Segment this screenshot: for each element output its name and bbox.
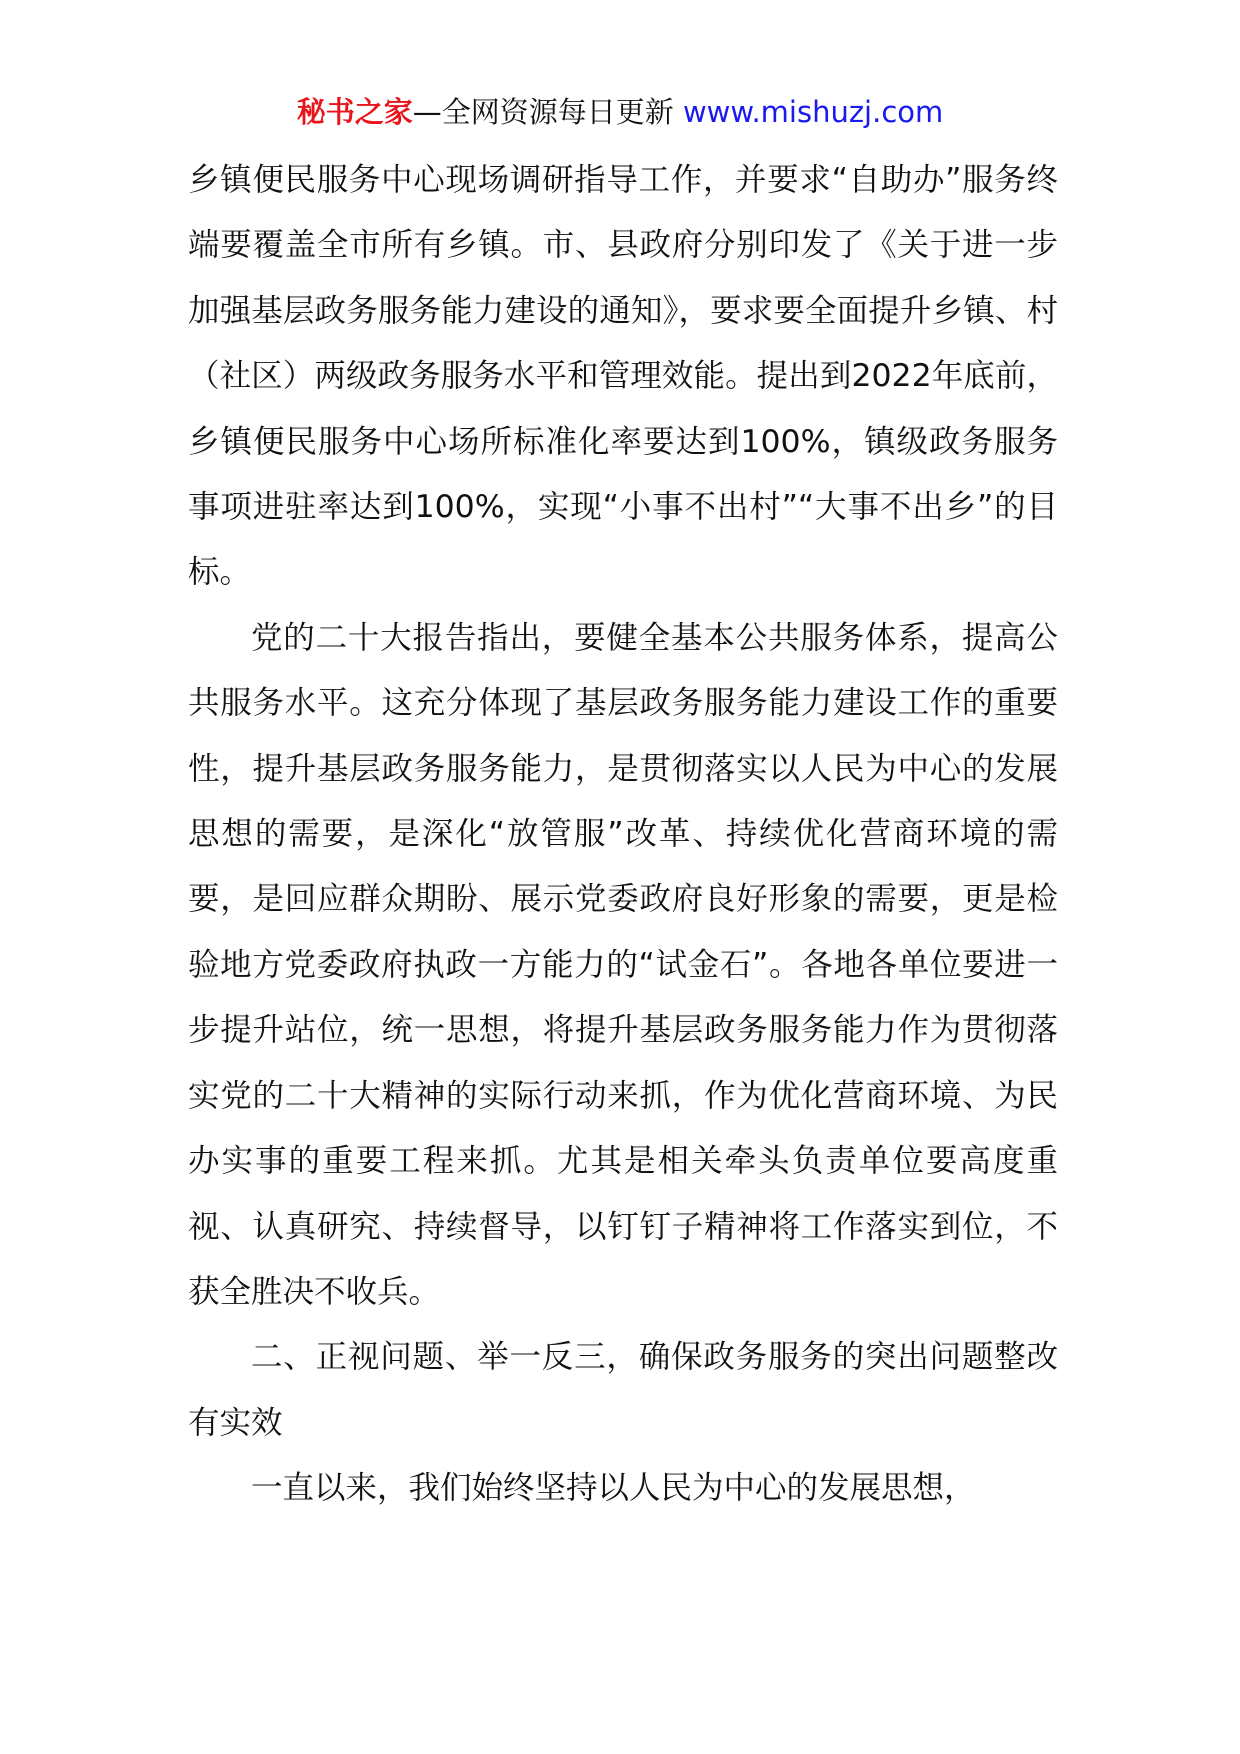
header-slogan: —全网资源每日更新 xyxy=(412,95,674,129)
brand-name: 秘书之家 xyxy=(296,95,413,129)
document-body xyxy=(188,148,1058,1522)
section-heading: 二、正视问题、举一反三，确保政务服务的突出问题整改有实效 xyxy=(188,1339,1058,1441)
site-header xyxy=(0,92,1240,132)
paragraph-continued: 乡镇便民服务中心现场调研指导工作，并要求“自助办”服务终端要覆盖全市所有乡镇。市、县政府分别印发了《关于进一步加强基层政务服务能力建设的通知》，要求要全面提升乡镇、村（社区）两级政务服务水平和管理效能。提出到2022年底前，乡镇便民服务中心场所标准化率要达到100%，镇级政务服务事项进驻率达到100%，实现“小事不出村”“大事不出乡”的目标。 xyxy=(188,162,1058,591)
site-url-link[interactable]: www.mishuzj.com xyxy=(682,95,944,129)
paragraph-report: 党的二十大报告指出，要健全基本公共服务体系，提高公共服务水平。这充分体现了基层政务服务能力建设工作的重要性，提升基层政务服务能力，是贯彻落实以人民为中心的发展思想的需要，是深化“放管服”改革、持续优化营商环境的需要，是回应群众期盼、展示党委政府良好形象的需要，更是检验地方党委政府执政一方能力的“试金石”。各地各单位要进一步提升站位，统一思想，将提升基层政务服务能力作为贯彻落实党的二十大精神的实际行动来抓，作为优化营商环境、为民办实事的重要工程来抓。尤其是相关牵头负责单位要高度重视、认真研究、持续督导，以钉钉子精神将工作落实到位，不获全胜决不收兵。 xyxy=(188,619,1058,1310)
paragraph-closing: 一直以来，我们始终坚持以人民为中心的发展思想， xyxy=(251,1470,976,1507)
